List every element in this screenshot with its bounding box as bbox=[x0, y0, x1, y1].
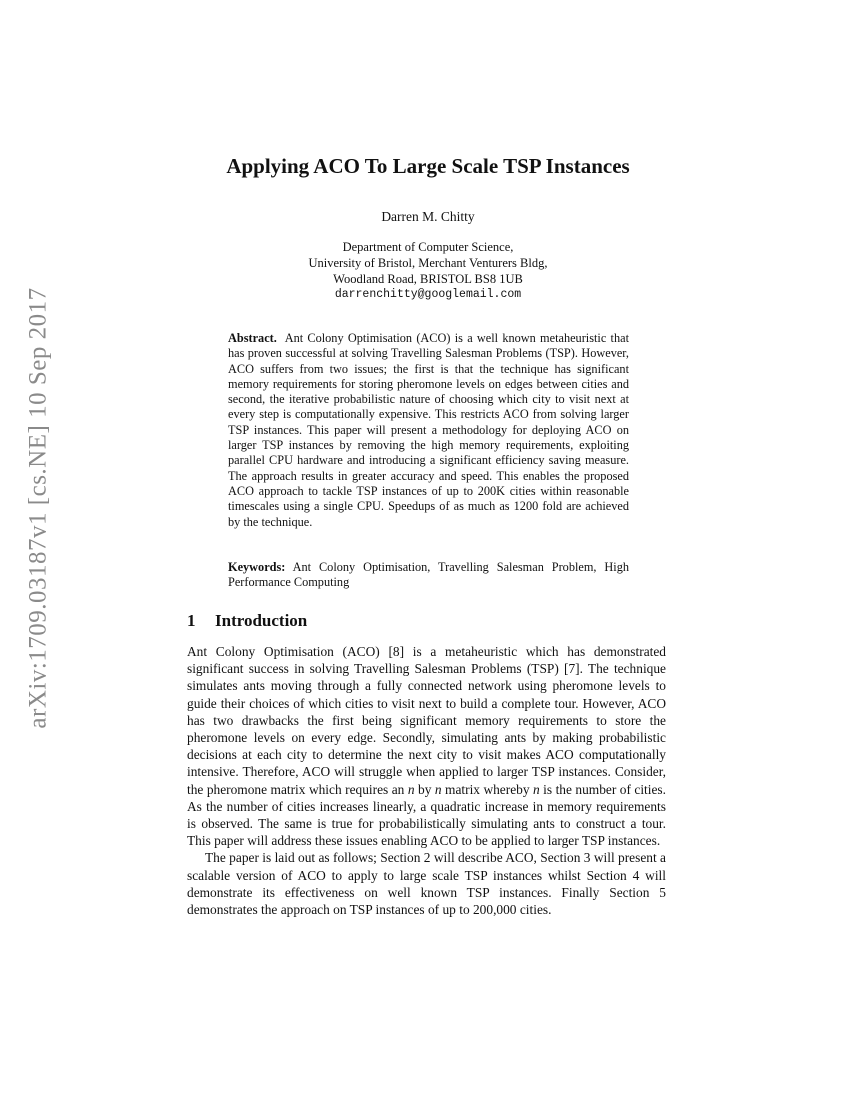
arxiv-identifier-text: arXiv:1709.03187v1 [cs.NE] 10 Sep 2017 bbox=[25, 287, 53, 729]
introduction-body bbox=[187, 643, 666, 918]
paper-title: Applying ACO To Large Scale TSP Instances bbox=[226, 154, 630, 178]
affiliation-line-3: Woodland Road, BRISTOL BS8 1UB bbox=[333, 272, 523, 286]
abstract-label: Abstract. bbox=[228, 331, 277, 345]
math-variable-n: n bbox=[407, 781, 415, 797]
section-heading-introduction bbox=[187, 611, 307, 631]
section-number: 1 bbox=[187, 611, 196, 630]
author-email[interactable]: darrenchitty@googlemail.com bbox=[334, 288, 522, 301]
introduction-paragraph-2: The paper is laid out as follows; Section 2 will describe ACO, Section 3 will present a scalable version of ACO to apply to large scale TSP instances whilst Section 4 will demonstrate its effectiveness on well known TSP instances. Finally Section 5 demonstrates the approach on TSP instances of up to 200,000 cities. bbox=[187, 850, 666, 918]
paper-author: Darren M. Chitty bbox=[381, 209, 475, 224]
arxiv-identifier-stamp bbox=[22, 268, 56, 748]
keywords bbox=[228, 560, 629, 591]
affiliation-line-2: University of Bristol, Merchant Venturers Bldg, bbox=[308, 256, 548, 270]
paragraph-text: matrix whereby bbox=[441, 781, 534, 797]
math-variable-n: n bbox=[434, 781, 442, 797]
abstract-text: Ant Colony Optimisation (ACO) is a well known metaheuristic that has proven successful at solving Travelling Salesman Problems (TSP). However, ACO suffers from two issues; the first is that the technique has significant memory requirements for storing pheromone levels on edges between cities and second, the iterative probabilistic nature of choosing which city to visit next at every step is computationally expensive. This restricts ACO from solving larger TSP instances. This paper will present a methodology for deploying ACO on larger TSP instances by removing the high memory requirements, exploiting parallel CPU hardware and introducing a significant efficiency saving measure. The approach results in greater accuracy and speed. This enables the proposed ACO approach to tackle TSP instances of up to 200K cities within reasonable timescales using a single CPU. Speedups of as much as 1200 fold are achieved by the technique. bbox=[228, 331, 629, 529]
keywords-text: Ant Colony Optimisation, Travelling Salesman Problem, High Performance Computing bbox=[228, 560, 629, 590]
keywords-label: Keywords: bbox=[228, 560, 286, 574]
math-variable-n: n bbox=[533, 781, 540, 797]
author-affiliation bbox=[150, 239, 706, 303]
paragraph-text: is the number of cities. As the number of cities increases linearly, a quadratic increase in memory requirements is observed. The same is true for probabilistically simulating ants to construct a tour. This paper will address these issues enabling ACO to be applied to larger TSP instances. bbox=[187, 781, 666, 849]
paragraph-text: Ant Colony Optimisation (ACO) [8] is a metaheuristic which has demonstrated significant success in solving Travelling Salesman Problems (TSP) [7]. The technique simulates ants moving through a fully connected network using pheromone levels to guide their choices of which cities to visit next to build a complete tour. However, ACO has two drawbacks the first being significant memory requirements to store the pheromone levels on every edge. Secondly, simulating ants by making probabilistic decisions at each city to determine the next city to visit makes ACO computationally intensive. Therefore, ACO will struggle when applied to larger TSP instances. Consider, the pheromone matrix which requires an bbox=[187, 644, 666, 797]
affiliation-line-1: Department of Computer Science, bbox=[342, 240, 514, 254]
abstract bbox=[228, 331, 629, 530]
paragraph-text: by bbox=[414, 781, 435, 797]
section-title: Introduction bbox=[215, 611, 308, 630]
introduction-paragraph-1 bbox=[187, 643, 666, 849]
